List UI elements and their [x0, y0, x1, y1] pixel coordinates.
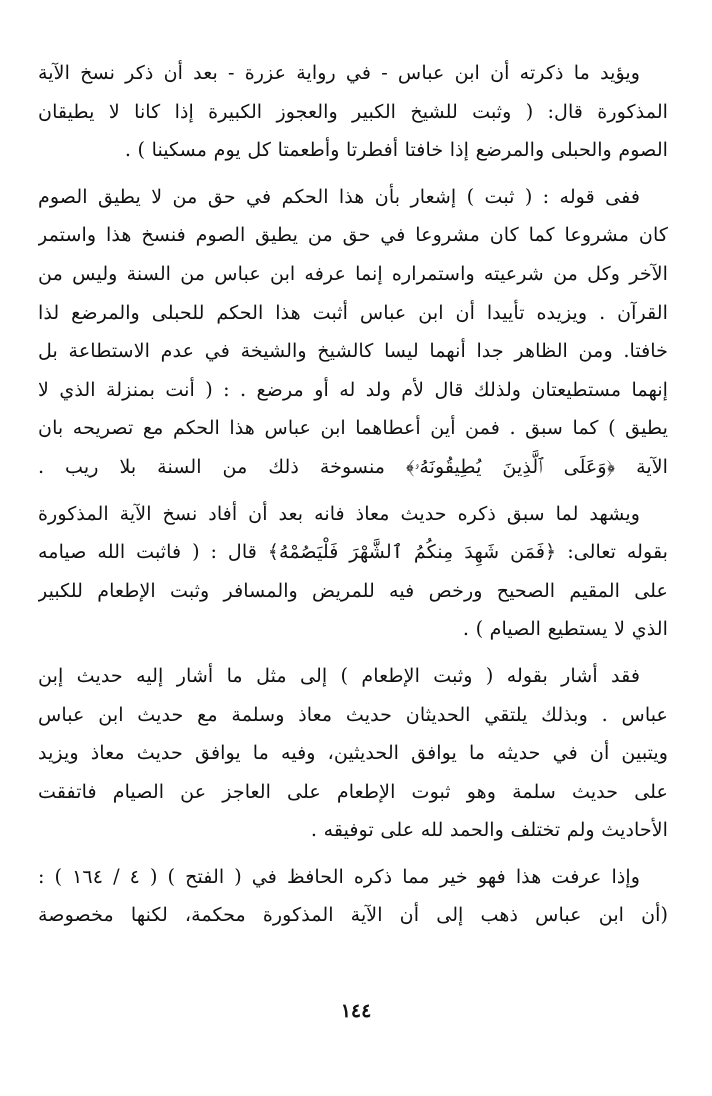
text-line: عباس . وبذلك يلتقي الحديثان حديث معاذ وسلمة مع حديث ابن عباس [38, 702, 668, 726]
text-line: كان مشروعا كما كان مشروعا في حق من يطيق الصوم فنسخ هذا واستمر [38, 223, 668, 247]
document-page [38, 54, 668, 1054]
text-line: خافتا. ومن الظاهر جدا أنهما ليسا كالشيخ والشيخة في عدم الاستطاعة بل [38, 339, 668, 363]
text-line: (أن ابن عباس ذهب إلى أن الآية المذكورة محكمة، لكنها مخصوصة [38, 903, 668, 927]
text-line: ويؤيد ما ذكرته أن ابن عباس - في رواية عزرة - بعد أن ذكر نسخ الآية [38, 61, 640, 84]
text-line: ويشهد لما سبق ذكره حديث معاذ فانه بعد أن أفاد نسخ الآية المذكورة [38, 501, 640, 525]
text-line: وإذا عرفت هذا فهو خير مما ذكره الحافظ في ( الفتح ) ( ٤ / ١٦٤ ) : [38, 864, 641, 888]
text-line: إنهما مستطيعتان ولذلك قال لأم ولد له أو مرضع . : ( أنت بمنزلة الذي لا [38, 377, 668, 401]
text-line: فقد أشار بقوله ( وثبت الإطعام ) إلى مثل ما أشار إليه حديث إبن [38, 663, 640, 687]
text-line: الأحاديث ولم تختلف والحمد لله على توفيقه . [310, 818, 668, 842]
text-line: القرآن . ويزيده تأييدا أن ابن عباس أثبت هذا الحكم للحبلى والمرضع لذا [38, 300, 668, 324]
paragraph-4 [38, 657, 668, 850]
text-line: الذي لا يستطيع الصيام ) . [462, 617, 668, 641]
paragraph-3 [38, 495, 668, 649]
text-line: على حديث سلمة وهو ثبوت الإطعام على العاجز عن الصيام فاتفقت [38, 779, 668, 803]
text-line: يطيق ) كما سبق . فمن أين أعطاهما ابن عباس هذا الحكم مع تصريحه بان [38, 416, 668, 440]
text-line: ويتبين أن في حديثه ما يوافق الحديثين، وفيه ما يوافق حديث معاذ ويزيد [38, 741, 668, 765]
quranic-verse-line: الآية ﴿وَعَلَى ٱلَّذِينَ يُطِيقُونَهُۥ﴾ منسوخة ذلك من السنة بلا ريب . [38, 454, 668, 478]
quranic-verse-line: بقوله تعالى: ﴿فَمَن شَهِدَ مِنكُمُ ٱلشَّهْرَ فَلْيَصُمْهُ﴾ قال : ( فاثبت الله صيامه [38, 540, 668, 564]
text-line: الآخر وكل من شرعيته واستمراره إنما عرفه ابن عباس من السنة وليس من [38, 261, 668, 285]
text-line: المذكورة قال: ( وثبت للشيخ الكبير والعجوز الكبيرة إذا كانا لا يطيقان [38, 99, 668, 123]
paragraph-1 [38, 54, 668, 170]
paragraph-2 [38, 178, 668, 487]
text-line: ففى قوله : ( ثبت ) إشعار بأن هذا الحكم في حق من لا يطيق الصوم [38, 184, 640, 208]
text-line: على المقيم الصحيح ورخص فيه للمريض والمسافر وثبت الإطعام للكبير [38, 578, 668, 602]
paragraph-5 [38, 858, 668, 935]
page-number: ١٤٤ [340, 1000, 372, 1022]
text-line: الصوم والحبلى والمرضع إذا خافتا أفطرتا وأطعمتا كل يوم مسكينا ) . [124, 138, 668, 162]
